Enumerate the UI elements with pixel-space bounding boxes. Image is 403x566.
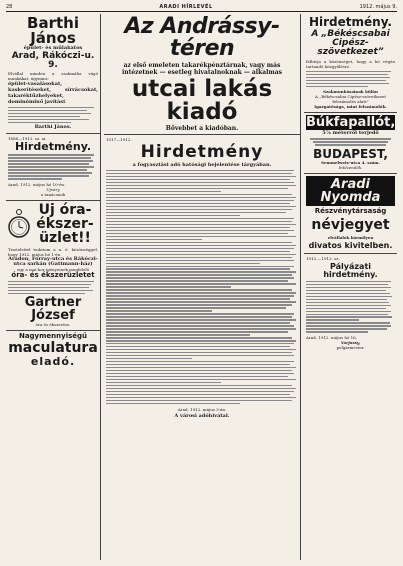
- newspaper-title: ARADI HÍRLEVÉL: [159, 4, 213, 10]
- barthi-signature: Barthi János.: [34, 124, 72, 131]
- tender-closing: Arad, 1912. május hó 16.: [306, 334, 357, 340]
- beech-plank-street: Semmelweis-utca 4. szám.: [321, 159, 380, 165]
- tender-body: [306, 281, 395, 333]
- notice-text-block: [8, 154, 98, 179]
- apartment-title: Az Andrássy-téren: [124, 14, 280, 61]
- beech-plank-body: [306, 138, 395, 145]
- tax-notice-footer: A városi adóhivatal.: [174, 413, 230, 420]
- notice-ref: 1888—1912. sz. ai.: [8, 136, 47, 142]
- print-shop-word: névjegyet: [311, 216, 390, 233]
- left-column: [6, 14, 101, 560]
- print-shop-ad: [304, 174, 397, 254]
- shoemaker-text: felhívja a közönséget, hogy a hó végén tartandó közgyűlésre.: [306, 59, 395, 69]
- watch-shop-title: Uj óra-ékszer-üzlet!!: [36, 201, 94, 246]
- notice-place: Arad, 1912. május hó 10-én.: [8, 181, 66, 187]
- beech-plank-sub: 5⅞ méterről terjedő: [322, 130, 379, 137]
- beech-plank-title: Búkfapallót,: [306, 115, 396, 131]
- beech-plank-ad: [304, 113, 397, 173]
- notice-signature: Ujváry: [46, 186, 60, 192]
- notice-ad: [6, 134, 100, 200]
- tax-notice-body: [106, 170, 298, 404]
- shoemaker-body: [306, 71, 395, 87]
- maculatura-title: Nagymennyiségű: [18, 331, 88, 340]
- shoemaker-banner: A „Békéscsabai Cipész-szövetkezet”: [311, 29, 390, 57]
- apartment-tail: Bővebbet a kiadóban.: [165, 125, 239, 132]
- page-number: 28: [6, 4, 13, 10]
- barthi-name: Barthi János: [27, 14, 79, 47]
- pocket-watch-icon: [8, 207, 30, 241]
- barthi-list: épület-vasalásokat, kaskerítéseket, sírrácsokat, takaréktűzhelyeket, dominóminő javítást: [8, 81, 98, 105]
- watch-shop-address: Aradon, Forray-utca és Rákóczi-utca sarkán (Gattmann-ház): [8, 255, 98, 267]
- watch-shop-text: [8, 281, 98, 294]
- tender-notice: [304, 254, 397, 353]
- print-shop-tail: divatos kivitelben.: [308, 240, 393, 250]
- beech-plank-city: BUDAPEST,: [313, 146, 388, 161]
- barthi-text-block: [8, 107, 98, 123]
- shoemaker-line3: Igazgatósága, mint felszámolók.: [314, 104, 387, 110]
- print-shop-slogan: elvállalok bármilyen: [327, 234, 374, 240]
- barthi-sub: épület- és műlakatos: [23, 45, 83, 51]
- tax-notice-title: Hirdetmény: [140, 142, 264, 162]
- shoemaker-title: Hirdetmény.: [308, 15, 392, 29]
- tender-role: polgármester.: [336, 344, 365, 350]
- shoemaker-firm: Szakmunkásainak külön: [323, 89, 378, 95]
- tender-signature: Varjassy,: [340, 339, 361, 345]
- watch-shop-tagline: egy a mai kor igényeinek megfelelő: [16, 266, 90, 272]
- print-shop-sub: Részvénytársaság: [314, 206, 387, 215]
- tax-notice-subtitle: a fogyasztási adó hatósági bejelentése tárgyában.: [132, 162, 272, 168]
- watch-shop-intro: Tisztelettel tudatom a n. é. közönséggel, hogy 1912. május hó 1-én: [8, 246, 98, 257]
- apartment-ad: [104, 14, 300, 135]
- maculatura-word: maculatura: [8, 339, 98, 356]
- apartment-lead: az első emeleten takarékpénztárnak, vagy más intézetnek — esetleg hivatalnoknak — alkalmas: [121, 62, 283, 76]
- barthi-intro: Elvállal minden a szakmába vágó munkákat, úgymint:: [8, 71, 98, 81]
- print-shop-title: Aradi Nyomda: [306, 176, 395, 206]
- right-column: [304, 14, 397, 560]
- maculatura-action: eladó.: [30, 354, 76, 368]
- middle-column: [104, 14, 301, 560]
- maculatura-ad: [6, 331, 100, 370]
- shoemaker-line2: A „Békéscsabai Cipész-szövetkezet felszámolás alatt”: [314, 94, 386, 105]
- issue-date: 1912. május 9.: [359, 4, 397, 10]
- tender-ref: 1912.—1912. sz.: [306, 255, 340, 261]
- tax-notice: [104, 135, 300, 421]
- tax-notice-closing: Arad, 1912. május 3-án.: [177, 407, 227, 413]
- beech-plank-tag: Intézendők.: [338, 164, 363, 170]
- watch-shop-owner: Gartner József: [24, 294, 82, 323]
- barthi-place: Arad, Rákóczi-u. 9.: [11, 51, 95, 70]
- notice-title: Hirdetmény.: [14, 140, 92, 154]
- apartment-main: utcai lakás kiadó: [131, 76, 273, 125]
- notice-role: a tanácsnok: [40, 191, 66, 197]
- barthi-ad: [6, 14, 100, 134]
- newspaper-page: [6, 4, 397, 560]
- page-header: [6, 4, 397, 12]
- tax-notice-ref: 1917—1912.: [106, 137, 132, 142]
- shoemaker-ad: [304, 14, 397, 113]
- watch-shop-ad: [6, 201, 100, 331]
- watch-shop-owner-role: óra és ékszerész.: [35, 321, 71, 327]
- watch-shop-name: óra- és ékszerüzletet: [11, 270, 95, 279]
- tender-title: Pályázati hirdetmény.: [323, 261, 378, 279]
